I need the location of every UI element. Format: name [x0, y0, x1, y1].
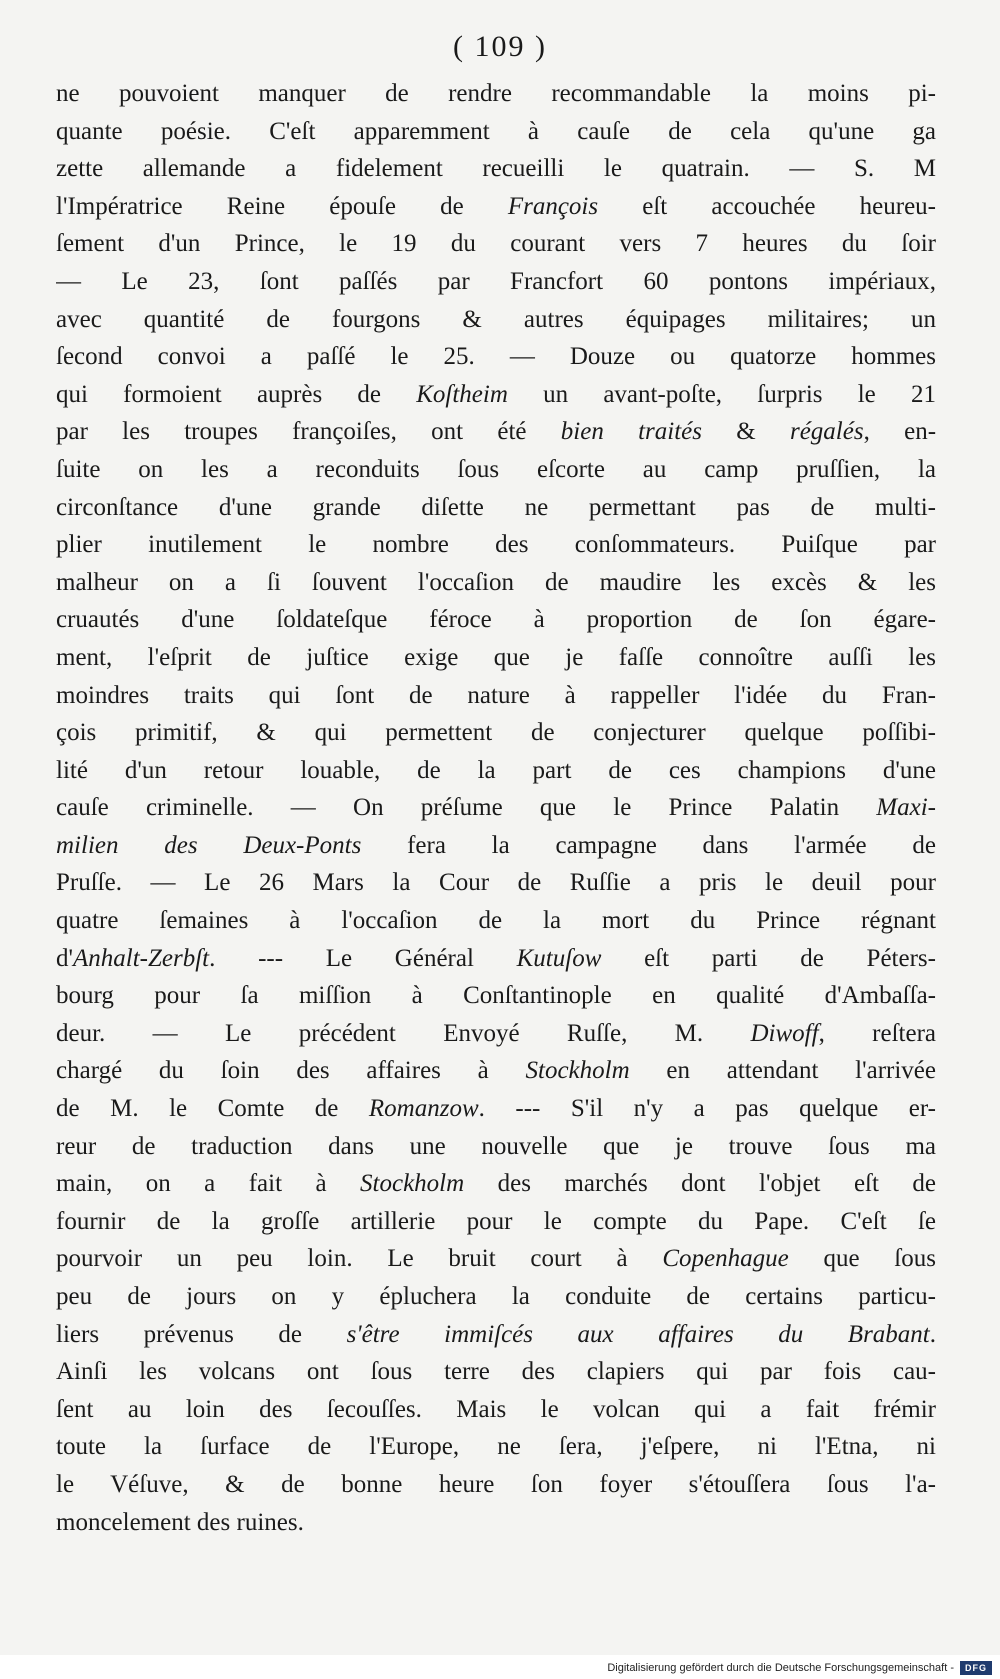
text-segment: ſent au loin des ſecouſſes. Mais le volcan qui a fait frémir	[56, 1395, 936, 1423]
italic-segment: Stockholm	[525, 1057, 630, 1085]
text-segment: d'	[56, 944, 74, 972]
italic-segment: Copenhague	[662, 1245, 789, 1273]
text-segment: moindres traits qui ſont de nature à rappeller l'idée du Fran-	[56, 681, 936, 709]
text-line	[56, 1128, 936, 1166]
text-line	[56, 1428, 936, 1466]
text-line	[56, 1466, 936, 1504]
text-line	[56, 75, 936, 113]
text-segment: pourvoir un peu loin. Le bruit court à	[56, 1245, 663, 1273]
text-segment: ſecond convoi a paſſé le 25. — Douze ou quatorze hommes	[56, 343, 936, 371]
body-text	[56, 75, 936, 1541]
italic-segment: régalés	[789, 418, 864, 446]
text-segment: plier inutilement le nombre des conſommateurs. Puiſque par	[56, 531, 936, 559]
text-line	[56, 902, 936, 940]
text-segment: &	[701, 418, 790, 446]
text-line	[56, 413, 936, 451]
text-segment: , en-	[863, 418, 936, 446]
italic-segment: Koſtheim	[416, 380, 508, 408]
text-segment: un avant-poſte, ſurpris le 21	[507, 380, 936, 408]
italic-segment: Maxi-	[876, 794, 936, 822]
text-line	[56, 489, 936, 527]
text-segment: — Le 23, ſont paſſés par Francfort 60 pontons impériaux,	[56, 267, 936, 295]
text-segment: .	[929, 1320, 936, 1348]
text-segment: moncelement des ruines.	[56, 1508, 304, 1536]
text-segment: de M. le Comte de	[56, 1095, 369, 1123]
text-line	[56, 752, 936, 790]
footer-credit: Digitalisierung gefördert durch die Deutsche Forschungsgemeinschaft -	[607, 1662, 954, 1674]
text-segment: fera la campagne dans l'armée de	[361, 831, 936, 859]
text-segment: quante poésie. C'eſt apparemment à cauſe de cela qu'une ga	[56, 117, 936, 145]
text-line	[56, 150, 936, 188]
text-line	[56, 864, 936, 902]
italic-segment: Kutuſow	[516, 944, 602, 972]
text-segment: ment, l'eſprit de juſtice exige que je faſſe connoître auſſi les	[56, 643, 936, 671]
text-segment: reur de traduction dans une nouvelle que je trouve ſous ma	[56, 1132, 936, 1160]
text-line	[56, 601, 936, 639]
text-line	[56, 977, 936, 1015]
italic-segment: Anhalt-Zerbſt	[73, 944, 210, 972]
text-segment: zette allemande a fidelement recueilli le quatrain. — S. M	[56, 155, 936, 183]
text-line	[56, 1316, 936, 1354]
text-line	[56, 1090, 936, 1128]
text-line	[56, 1278, 936, 1316]
text-line	[56, 1165, 936, 1203]
text-segment: avec quantité de fourgons & autres équipages militaires; un	[56, 305, 936, 333]
italic-segment: milien des Deux-Ponts	[56, 831, 362, 859]
text-line	[56, 263, 936, 301]
text-line	[56, 1504, 936, 1542]
text-segment: Ainſi les volcans ont ſous terre des clapiers qui par fois cau-	[56, 1358, 936, 1386]
text-line	[56, 1391, 936, 1429]
text-segment: peu de jours on y épluchera la conduite de certains particu-	[56, 1283, 936, 1310]
text-line	[56, 564, 936, 602]
text-line	[56, 1203, 936, 1241]
text-line	[56, 376, 936, 414]
text-segment: cruautés d'une ſoldateſque féroce à proportion de ſon égare-	[56, 606, 936, 634]
text-segment: l'Impératrice Reine épouſe de	[56, 192, 508, 220]
italic-segment: François	[507, 192, 599, 220]
text-line	[56, 677, 936, 715]
text-line	[56, 1353, 936, 1391]
dfg-logo-icon: DFG	[960, 1661, 992, 1675]
text-segment: lité d'un retour louable, de la part de ces champions d'une	[56, 756, 936, 784]
text-segment: toute la ſurface de l'Europe, ne ſera, j'eſpere, ni l'Etna, ni	[56, 1433, 936, 1461]
text-segment: fournir de la groſſe artillerie pour le compte du Pape. C'eſt ſe	[56, 1207, 936, 1235]
text-line	[56, 113, 936, 151]
text-segment: cauſe criminelle. — On préſume que le Prince Palatin	[56, 794, 877, 822]
text-segment: le Véſuve, & de bonne heure ſon foyer s'étouſſera ſous l'a-	[56, 1470, 936, 1498]
text-segment: par les troupes françoiſes, ont été	[56, 418, 561, 446]
text-line	[56, 526, 936, 564]
italic-segment: Romanzow	[368, 1095, 479, 1123]
text-line	[56, 451, 936, 489]
text-segment: çois primitif, & qui permettent de conjecturer quelque poſſibi-	[56, 719, 936, 747]
text-segment: circonſtance d'une grande diſette ne permettant pas de multi-	[56, 493, 936, 521]
italic-segment: s'être immiſcés aux affaires du Brabant	[346, 1320, 930, 1348]
text-segment: que ſous	[788, 1245, 936, 1273]
text-segment: deur. — Le précédent Envoyé Ruſſe, M.	[56, 1019, 751, 1047]
digitization-footer	[0, 1655, 1000, 1679]
text-segment: main, on a fait à	[56, 1170, 361, 1198]
text-segment: ſuite on les a reconduits ſous eſcorte au camp pruſſien, la	[56, 455, 936, 483]
text-segment: . --- S'il n'y a pas quelque er-	[478, 1095, 936, 1123]
text-line	[56, 639, 936, 677]
text-segment: des marchés dont l'objet eſt de	[464, 1170, 936, 1198]
italic-segment: bien traités	[560, 418, 702, 446]
italic-segment: Diwoff	[750, 1019, 819, 1047]
text-line	[56, 1052, 936, 1090]
text-line	[56, 338, 936, 376]
text-line	[56, 225, 936, 263]
text-segment: chargé du ſoin des affaires à	[56, 1057, 526, 1085]
text-segment: eſt parti de Péters-	[601, 944, 936, 972]
text-line	[56, 714, 936, 752]
text-segment: , reſtera	[818, 1019, 936, 1047]
text-segment: en attendant l'arrivée	[629, 1057, 936, 1085]
text-segment: quatre ſemaines à l'occaſion de la mort du Prince régnant	[56, 907, 936, 935]
text-segment: qui formoient auprès de	[56, 380, 417, 408]
text-line	[56, 1015, 936, 1053]
italic-segment: Stockholm	[360, 1170, 465, 1198]
text-line	[56, 940, 936, 978]
text-segment: ne pouvoient manquer de rendre recommandable la moins pi-	[56, 80, 936, 107]
page-number: ( 109 )	[453, 30, 547, 63]
text-segment: bourg pour ſa miſſion à Conſtantinople en qualité d'Ambaſſa-	[56, 982, 936, 1010]
text-line	[56, 188, 936, 226]
text-segment: ſement d'un Prince, le 19 du courant vers 7 heures du ſoir	[56, 230, 936, 258]
text-segment: Pruſſe. — Le 26 Mars la Cour de Ruſſie a pris le deuil pour	[56, 869, 936, 897]
text-line	[56, 789, 936, 827]
text-line	[56, 827, 936, 865]
text-segment: . --- Le Général	[209, 944, 517, 972]
text-segment: liers prévenus de	[56, 1320, 347, 1348]
text-line	[56, 1240, 936, 1278]
text-line	[56, 301, 936, 339]
text-segment: malheur on a ſi ſouvent l'occaſion de maudire les excès & les	[56, 568, 936, 596]
text-segment: eſt accouchée heureu-	[598, 192, 936, 220]
